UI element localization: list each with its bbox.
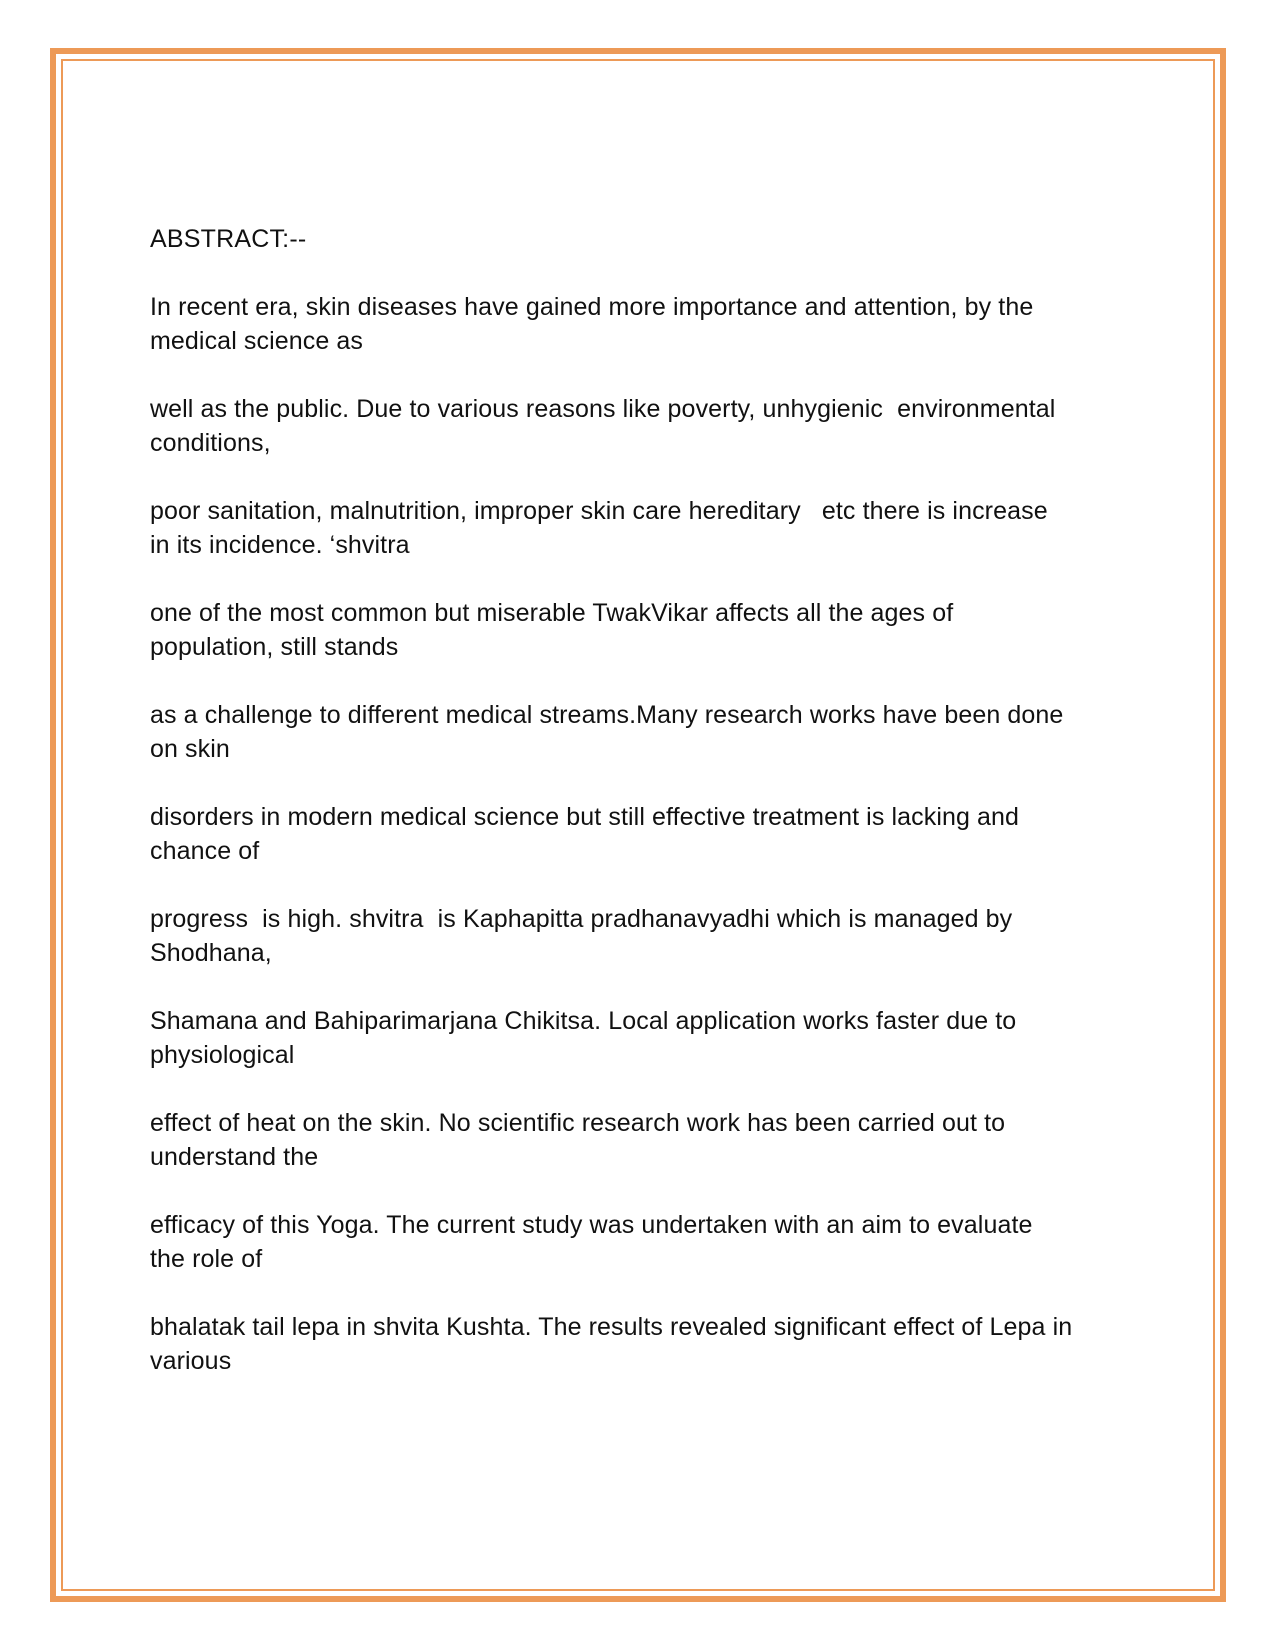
- paragraph-line: physiological: [150, 1041, 295, 1069]
- paragraph-line: one of the most common but miserable TwakVikar affects all the ages of: [150, 599, 954, 627]
- paragraph-line: progress is high. shvitra is Kaphapitta pradhanavyadhi which is managed by: [150, 905, 1013, 933]
- paragraph-line: Shodhana,: [150, 939, 272, 967]
- paragraph-line: effect of heat on the skin. No scientific research work has been carried out to: [150, 1109, 1006, 1137]
- paragraph-line: population, still stands: [150, 633, 399, 661]
- paragraph-line: the role of: [150, 1245, 263, 1273]
- paragraph-line: various: [150, 1347, 232, 1375]
- paragraph-line: conditions,: [150, 429, 271, 457]
- abstract-paragraph: [150, 698, 1140, 766]
- paragraph-line: understand the: [150, 1143, 319, 1171]
- paragraph-line: in its incidence. ‘shvitra: [150, 531, 410, 559]
- abstract-heading: ABSTRACT:--: [150, 225, 307, 253]
- document-body: [150, 222, 1140, 1412]
- paragraph-line: efficacy of this Yoga. The current study was undertaken with an aim to evaluate: [150, 1211, 1033, 1239]
- abstract-paragraph: [150, 290, 1140, 358]
- paragraph-line: poor sanitation, malnutrition, improper skin care hereditary etc there is increase: [150, 497, 1048, 525]
- abstract-paragraph: [150, 494, 1140, 562]
- paragraph-line: medical science as: [150, 327, 364, 355]
- abstract-paragraph: [150, 1208, 1140, 1276]
- abstract-paragraph: [150, 1310, 1140, 1378]
- abstract-paragraph: [150, 596, 1140, 664]
- paragraph-line: well as the public. Due to various reasons like poverty, unhygienic environmental: [150, 395, 1056, 423]
- paragraph-line: chance of: [150, 837, 260, 865]
- abstract-paragraph: [150, 1004, 1140, 1072]
- abstract-paragraph: [150, 902, 1140, 970]
- paragraph-line: bhalatak tail lepa in shvita Kushta. The results revealed significant effect of Lepa in: [150, 1313, 1073, 1341]
- paragraph-line: In recent era, skin diseases have gained more importance and attention, by the: [150, 293, 1034, 321]
- abstract-paragraph: [150, 1106, 1140, 1174]
- paragraph-line: Shamana and Bahiparimarjana Chikitsa. Local application works faster due to: [150, 1007, 1017, 1035]
- abstract-paragraph: [150, 800, 1140, 868]
- paragraph-line: on skin: [150, 735, 230, 763]
- paragraph-line: as a challenge to different medical streams.Many research works have been done: [150, 701, 1064, 729]
- paragraph-line: disorders in modern medical science but still effective treatment is lacking and: [150, 803, 1020, 831]
- abstract-paragraph: [150, 392, 1140, 460]
